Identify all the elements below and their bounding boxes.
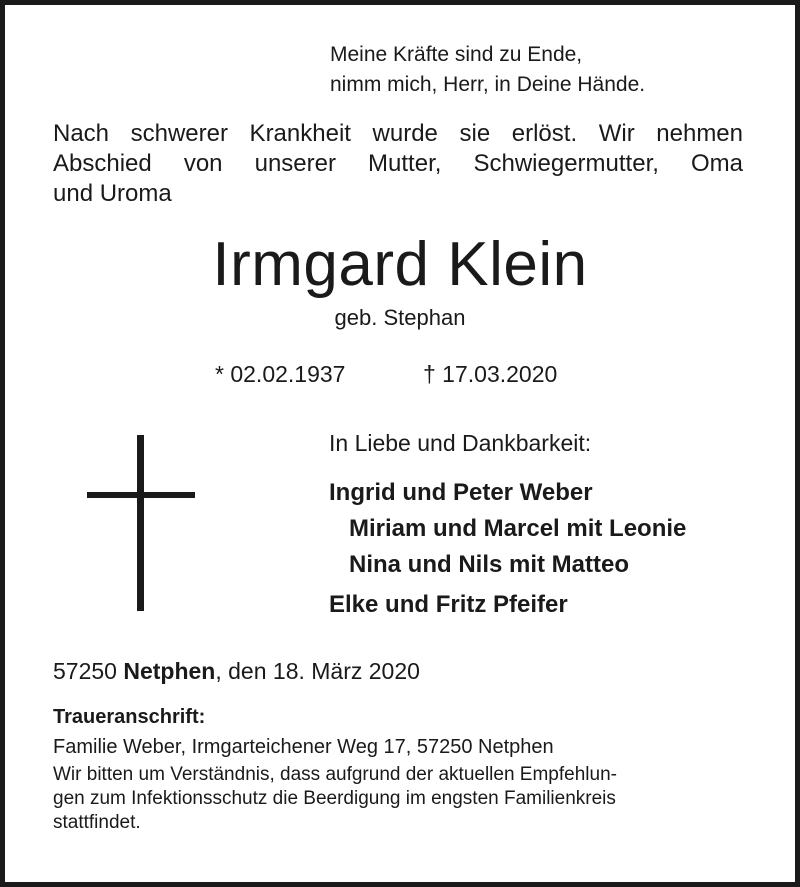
mourner-name: Miriam und Marcel mit Leonie — [349, 515, 687, 542]
note-line: stattfindet. — [53, 812, 141, 833]
cross-vertical-bar — [137, 435, 144, 611]
postcode: 57250 — [53, 658, 117, 684]
deceased-name: Irmgard Klein — [212, 230, 588, 299]
verse — [330, 40, 645, 100]
mourner-name: Nina und Nils mit Matteo — [349, 551, 630, 578]
maiden-name: geb. Stephan — [334, 305, 466, 330]
mourner-name: Elke und Fritz Pfeifer — [329, 591, 568, 618]
intro-line: und Uroma — [53, 180, 172, 207]
verse-line: nimm mich, Herr, in Deine Hände. — [330, 73, 646, 96]
mourners-list — [329, 475, 686, 623]
mourning-address: Familie Weber, Irmgarteichener Weg 17, 57250 Netphen — [53, 736, 554, 758]
intro-text — [53, 119, 743, 209]
birth-date: * 02.02.1937 — [215, 361, 346, 387]
funeral-note — [53, 763, 743, 835]
intro-line: Nach schwerer Krankheit wurde sie erlöst. Wir nehmen — [53, 120, 743, 147]
cross-icon — [87, 435, 195, 611]
note-line: gen zum Infektionsschutz die Beerdigung im engsten Familienkreis — [53, 788, 616, 809]
verse-line: Meine Kräfte sind zu Ende, — [330, 43, 583, 66]
cross-horizontal-bar — [87, 492, 195, 498]
mourner-name: Ingrid und Peter Weber — [329, 479, 593, 506]
mourners-intro: In Liebe und Dankbarkeit: — [329, 430, 592, 456]
note-line: Wir bitten um Verständnis, dass aufgrund der aktuellen Empfehlun- — [53, 764, 617, 785]
intro-line: Abschied von unserer Mutter, Schwiegermutter, Oma — [53, 150, 743, 177]
mourning-address-heading: Traueranschrift: — [53, 706, 206, 728]
place-date — [53, 655, 420, 687]
date: , den 18. März 2020 — [215, 658, 420, 684]
city: Netphen — [123, 658, 216, 684]
death-date: † 17.03.2020 — [423, 361, 558, 387]
